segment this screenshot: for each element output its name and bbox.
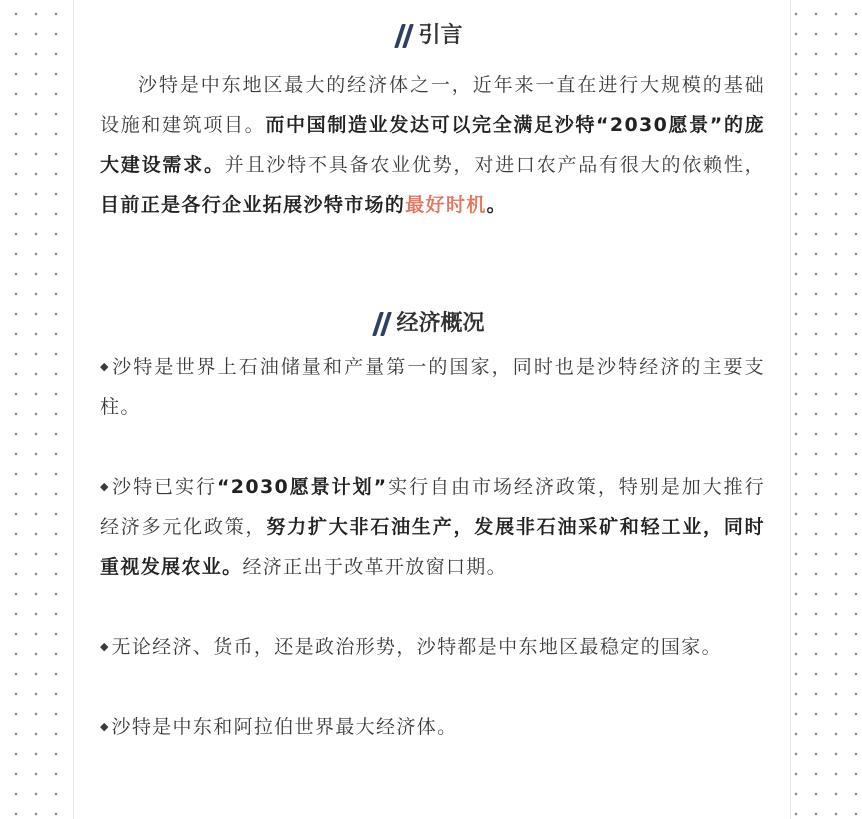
bullet-text: 实行自由市场经济政策，特别是加大推行经济多元化政策， (100, 476, 765, 538)
bullet-bold: 努力扩大非石油生产，发展非石油采矿和轻工业，同时重视发展农业。 (100, 516, 765, 578)
diamond-bullet-icon: ◆ (100, 720, 109, 733)
article-content (100, 0, 765, 747)
diamond-bullet-icon: ◆ (100, 640, 109, 653)
diamond-bullet-icon: ◆ (100, 480, 109, 493)
double-slash-icon (398, 22, 414, 48)
bullet-bold: “2030愿景计划” (216, 476, 388, 498)
bullet-text: 经济正出于改革开放窗口期。 (242, 556, 508, 578)
double-slash-icon (376, 310, 392, 336)
bullet-item-3 (100, 627, 765, 667)
bullet-item-1 (100, 347, 765, 427)
bullet-text: 无论经济、货币，还是政治形势，沙特都是中东地区最稳定的国家。 (111, 636, 722, 658)
bullet-text: 沙特是世界上石油储量和产量第一的国家，同时也是沙特经济的主要支柱。 (100, 356, 765, 418)
intro-bold-2: 目前正是各行企业拓展沙特市场的 (100, 194, 406, 216)
bullet-item-4 (100, 707, 765, 747)
intro-bold-1: 而中国制造业发达可以完全满足沙特“2030愿景”的庞大建设需求。 (100, 114, 765, 176)
section-title-economy (96, 291, 765, 336)
section-title-text: 引言 (418, 23, 463, 48)
bullet-text: 沙特是中东和阿拉伯世界最大经济体。 (111, 716, 458, 738)
diamond-bullet-icon: ◆ (100, 360, 109, 373)
section-title-intro (96, 0, 765, 48)
bullet-text: 沙特已实行 (111, 476, 217, 498)
intro-paragraph (100, 65, 765, 225)
bullet-item-2 (100, 467, 765, 587)
intro-text-2: 并且沙特不具备农业优势，对进口农产品有很大的依赖性， (224, 154, 765, 176)
intro-period: 。 (486, 194, 508, 216)
section-title-text: 经济概况 (396, 311, 485, 336)
intro-highlight: 最好时机 (405, 194, 487, 216)
intro-text-1: 沙特是中东地区最大的经济体之一，近年来一直在进行大规模的基础设施和建筑项目。 (100, 74, 765, 136)
